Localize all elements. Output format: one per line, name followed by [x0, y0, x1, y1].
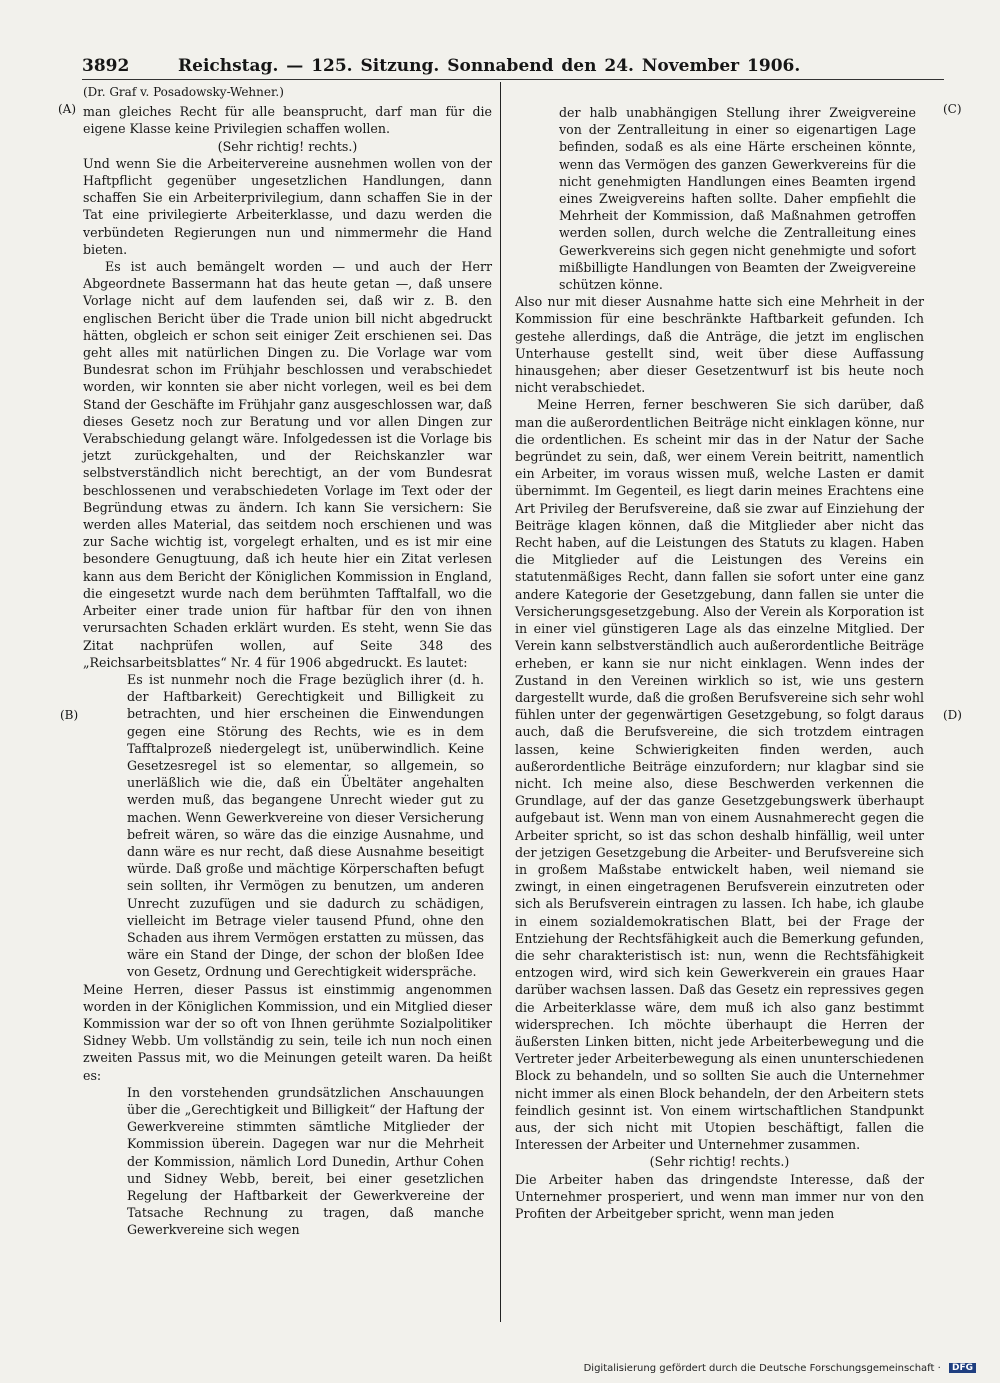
running-header	[82, 56, 801, 80]
credit-text: Digitalisierung gefördert durch die Deutsche Forschungsgemeinschaft ·	[583, 1363, 941, 1374]
margin-marker-b: (B)	[60, 708, 79, 722]
column-divider	[500, 82, 501, 1322]
quotation: In den vorstehenden grundsätzlichen Anschauungen über die „Gerechtigkeit und Billigkeit“ der Haftung der Gewerkvereine stimmten sämtliche Mitglieder der Kommission überein. Dagegen war nur die Mehrheit der Kommission, nämlich Lord Dunedin, Arthur Cohen und Sidney Webb, bereit, bei einer gesetzlichen Regelung der Haftbarkeit der Gewerkvereine der Tatsache Rechnung zu tragen, daß manche Gewerkvereine sich wegen	[127, 1084, 484, 1238]
paragraph: Die Arbeiter haben das dringendste Interesse, daß der Unternehmer prosperiert, und wenn man immer nur von den Profiten der Arbeitgeber spricht, wenn man jeden	[515, 1171, 924, 1221]
paragraph: Also nur mit dieser Ausnahme hatte sich eine Mehrheit in der Kommission für eine beschränkte Haftbarkeit gefunden. Ich gestehe allerdings, daß die Anträge, die jetzt im englischen Unterhause gestellt sind, weit über diese Auffassung hinausgehen; aber dieser Gesetzentwurf ist bis heute noch nicht verabschiedet.	[515, 294, 924, 396]
paragraph: Und wenn Sie die Arbeitervereine ausnehmen wollen von der Haftpflicht gegenüber ungesetzlichen Handlungen, dann schaffen Sie ein Arbeiterprivilegium, dann schaffen Sie in der Tat eine privilegierte Arbeiterklasse, und dazu werden die verbündeten Regierungen nun und nimmermehr die Hand bieten.	[83, 155, 492, 257]
dfg-logo: DFG	[949, 1363, 976, 1373]
applause-note: (Sehr richtig! rechts.)	[217, 138, 358, 154]
quotation: Es ist nunmehr noch die Frage bezüglich ihrer (d. h. der Haftbarkeit) Gerechtigkeit und Billigkeit zu betrachten, und hier erscheinen die Einwendungen gegen eine Störung des Rechts, wie es in dem Tafftalprozeß niedergelegt ist, unüberwindlich. Keine Gesetzesregel ist so elementar, so allgemein, so unerläßlich wie die, daß ein Übeltäter angehalten werden muß, das begangene Unrecht wieder gut zu machen. Wenn Gewerkvereine von dieser Versicherung befreit wären, so wäre das die einzige Ausnahme, und dann wäre es nur recht, daß diese Ausnahme beseitigt würde. Daß große und mächtige Körperschaften befugt sein sollten, ihr Vermögen zu benutzen, um anderen Unrecht zuzufügen und sie dadurch zu schädigen, vielleicht im Betrage vieler tausend Pfund, ohne den Schaden aus ihrem Vermögen erstatten zu müssen, das wäre ein Stand der Dinge, der schon der bloßen Idee von Gesetz, Ordnung und Gerechtigkeit widerspräche.	[127, 671, 484, 980]
quotation-continued: der halb unabhängigen Stellung ihrer Zweigvereine von der Zentralleitung in einer so eigenartigen Lage befinden, sodaß es als eine Härte erscheinen könnte, wenn das Vermögen des ganzen Gewerkvereins für die nicht genehmigten Handlungen eines Beamten irgend eines Zweigvereins haften sollte. Daher empfiehlt die Mehrheit der Kommission, daß Maßnahmen getroffen werden sollen, durch welche die Zentralleitung eines Gewerkvereins sich gegen nicht genehmigte und sofort mißbilligte Handlungen von Beamten der Zweigvereine schützen könne.	[559, 105, 916, 293]
paragraph: Meine Herren, dieser Passus ist einstimmig angenommen worden in der Königlichen Kommission, und ein Mitglied dieser Kommission war der so oft von Ihnen gerühmte Sozialpolitiker Sidney Webb. Um vollständig zu sein, teile ich nun noch einen zweiten Passus mit, wo die Meinungen geteilt waren. Da heißt es:	[83, 981, 492, 1083]
digitization-credit	[584, 1363, 976, 1374]
left-column	[83, 84, 492, 1239]
margin-marker-d: (D)	[943, 708, 962, 722]
margin-marker-a: (A)	[58, 102, 77, 116]
right-column	[515, 104, 924, 1222]
paragraph: Meine Herren, ferner beschweren Sie sich darüber, daß man die außerordentlichen Beiträge nicht einklagen könne, nur die ordentlichen. Es scheint mir das in der Natur der Sache begründet zu sein, daß, wer einem Verein beitritt, namentlich ein Arbeiter, im voraus wissen muß, welche Lasten er damit übernimmt. Im Gegenteil, es liegt darin meines Erachtens eine Art Privileg der Berufsvereine, daß sie zwar auf Einziehung der Beiträge klagen können, daß die Mitglieder aber nicht das Recht haben, auf die Leistungen des Statuts zu klagen. Haben die Mitglieder auf die Leistungen des Vereins ein statutenmäßiges Recht, dann fallen sie sofort unter eine ganz andere Kategorie der Gesetzgebung, dann fallen sie unter die Versicherungsgesetzgebung. Also der Verein als Korporation ist in einer viel günstigeren Lage als das einzelne Mitglied. Der Verein kann selbstverständlich auch außerordentliche Beiträge erheben, er kann sie nur nicht einklagen. Wenn indes der Zustand in den Vereinen wirklich so ist, wie uns gestern dargestellt wurde, daß die großen Berufsvereine sich sehr wohl fühlen unter der gegenwärtigen Gesetzgebung, so folgt daraus auch, daß die Berufsvereine, die sich trotzdem eintragen lassen, keine Schwierigkeiten finden werden, auch außerordentliche Beiträge einzufordern; nur klagbar sind sie nicht. Ich meine also, diese Beschwerden verkennen die Grundlage, auf der das ganze Gesetzgebungswerk überhaupt aufgebaut ist. Wenn man von einem Ausnahmerecht gegen die Arbeiter spricht, so ist das schon deshalb hinfällig, weil unter der jetzigen Gesetzgebung die Arbeiter- und Berufsvereine sich in großem Maßstabe entwickelt haben, weil niemand sie zwingt, in einen eingetragenen Berufsverein einzutreten oder sich als Berufsverein eintragen zu lassen. Ich habe, ich glaube in einem sozialdemokratischen Blatt, bei der Frage der Entziehung der Rechtsfähigkeit auch die Bemerkung gefunden, die sehr charakteristisch ist: nun, wenn die Rechtsfähigkeit entzogen wird, wird sich kein Gewerkverein ein graues Haar darüber wachsen lassen. Daß das Gesetz ein repressives gegen die Arbeiterklasse wäre, dem muß ich also ganz bestimmt widersprechen. Ich möchte überhaupt die Herren der äußersten Linken bitten, nicht jede Arbeiterbewegung und die Vertreter jeder Arbeiterbewegung als einen ununterschiedenen Block zu behandeln, und so sollten Sie auch die Unternehmer nicht immer als einen Block behandeln, der den Arbeitern stets feindlich gesinnt ist. Von einem wirtschaftlichen Standpunkt aus, der sich nicht mit Utopien beschäftigt, fallen die Interessen der Arbeiter und Unternehmer zusammen.	[515, 397, 924, 1153]
speaker-line: (Dr. Graf v. Posadowsky-Wehner.)	[83, 85, 284, 99]
page-number: 3892	[82, 56, 130, 76]
paragraph: man gleiches Recht für alle beansprucht, darf man für die eigene Klasse keine Privilegien schaffen wollen.	[83, 104, 492, 137]
paragraph: Es ist auch bemängelt worden — und auch der Herr Abgeordnete Bassermann hat das heute getan —, daß unsere Vorlage nicht auf dem laufenden sei, daß wir z. B. den englischen Bericht über die Trade union bill nicht abgedruckt hätten, obgleich er schon seit einiger Zeit erschienen sei. Das geht alles mit natürlichen Dingen zu. Die Vorlage war vom Bundesrat schon im Frühjahr beschlossen und verabschiedet worden, wir konnten sie aber nicht vorlegen, weil es bei dem Stand der Geschäfte im Frühjahr ganz ausgeschlossen war, daß dieses Gesetz noch zur Beratung und vor allen Dingen zur Verabschiedung gelangt wäre. Infolgedessen ist die Vorlage bis jetzt zurückgehalten, und der Reichskanzler war selbstverständlich nicht berechtigt, an der vom Bundesrat beschlossenen und verabschiedeten Vorlage im Text oder der Begründung etwas zu ändern. Ich kann Sie versichern: Sie werden alles Material, das seitdem noch erschienen und was zur Sache wichtig ist, vorgelegt erhalten, und es ist mir eine besondere Genugtuung, daß ich heute hier ein Zitat verlesen kann aus dem Bericht der Königlichen Kommission in England, die eingesetzt wurde nach dem berühmten Tafftalfall, wo die Arbeiter einer trade union für haftbar für den von ihnen verursachten Schaden erklärt wurden. Es steht, wenn Sie das Zitat nachprüfen wollen, auf Seite 348 des „Reichsarbeitsblattes“ Nr. 4 für 1906 abgedruckt. Es lautet:	[83, 259, 492, 670]
header-rule	[82, 79, 944, 80]
session-title: Reichstag. — 125. Sitzung. Sonnabend den 24. November 1906.	[178, 56, 801, 76]
margin-marker-c: (C)	[943, 102, 962, 116]
applause-note: (Sehr richtig! rechts.)	[649, 1154, 790, 1170]
